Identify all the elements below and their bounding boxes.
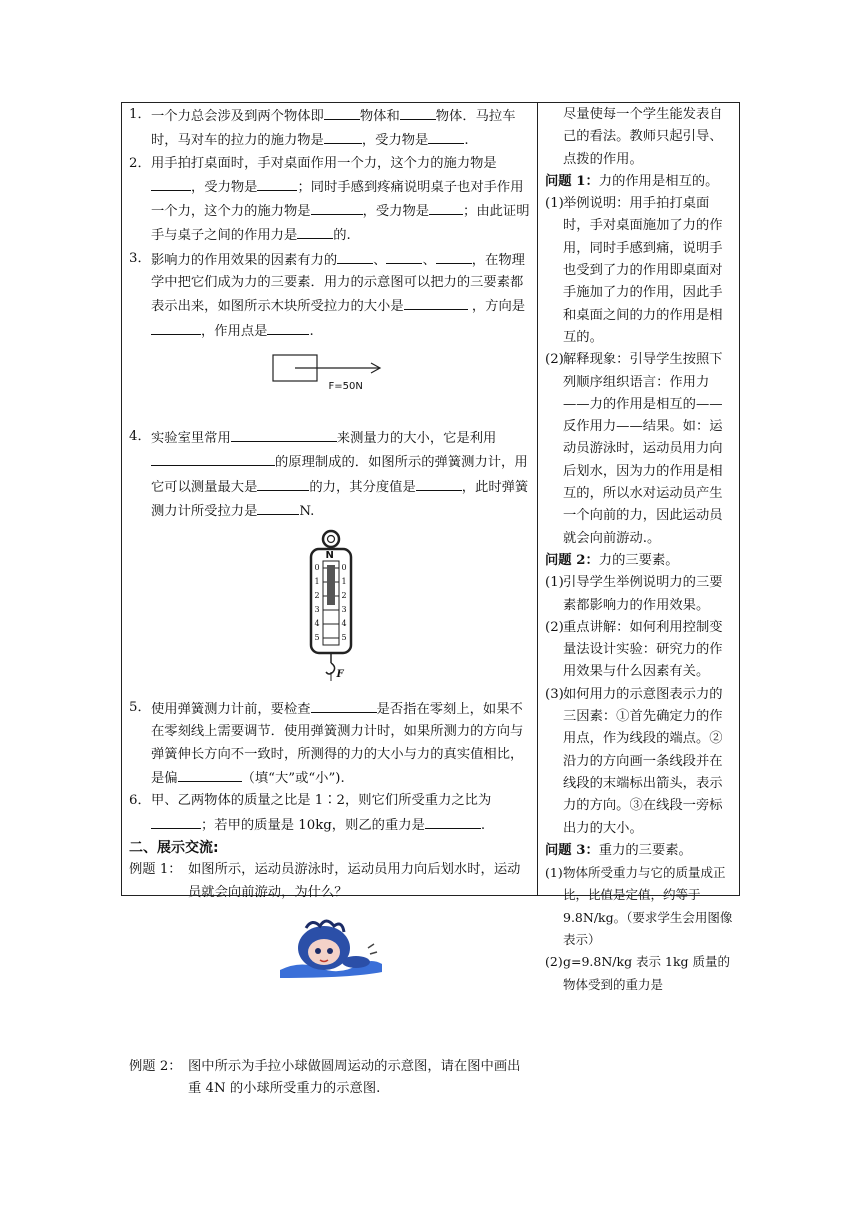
column-divider: [537, 102, 538, 896]
force-label: F: [336, 669, 344, 681]
blank[interactable]: [311, 697, 377, 713]
blank[interactable]: [151, 175, 191, 191]
tick-label-left: 2: [314, 591, 320, 601]
section-heading: 二、展示交流:: [129, 839, 219, 856]
tick-label-right: 4: [341, 619, 347, 629]
left-column: [129, 104, 532, 1100]
blank[interactable]: [386, 248, 422, 264]
problem-3-item-2: (2) g=9.8N/kg 表示 1kg 质量的物体受到的重力是: [545, 954, 731, 992]
blank[interactable]: [231, 426, 337, 442]
problem-3-item-1: (1) 物体所受重力与它的质量成正比，比值是定值，约等于 9.8N/kg。（要求学生会用图像表示）: [545, 865, 733, 947]
blank[interactable]: [429, 199, 463, 215]
tick-label-right: 0: [341, 563, 347, 573]
blank[interactable]: [428, 128, 464, 144]
blank[interactable]: [178, 766, 242, 782]
question-1: 1． 一个力总会涉及到两个物体即 物体和 物体．马拉车时，马对车的拉力的施力物是 ，受力物是 .: [129, 104, 532, 153]
tick-label-left: 4: [314, 619, 320, 629]
blank[interactable]: [324, 128, 362, 144]
blank[interactable]: [151, 319, 201, 335]
example-2: 例题 2： 图中所示为手拉小球做圆周运动的示意图，请在图中画出重 4N 的小球所受重力的示意图.: [129, 1058, 521, 1097]
tick-label-left: 3: [314, 605, 320, 615]
unit-label: N: [325, 550, 334, 562]
swimmer-icon: [276, 914, 386, 984]
problem-2-item-3: (3) 如何用力的示意图表示力的三因素：①首先确定力的作用点，作为线段的端点。②沿力的方向画一条线段并在线段的末端标出箭头，表示力的方向。③在线段一旁标出力的大小。: [545, 686, 723, 836]
blank[interactable]: [416, 475, 462, 491]
problem-1-item-1: (1) 举例说明：用手拍打桌面时，手对桌面施加了力的作用，同时手感到痛，说明手也受到了力的作用即桌面对手施加了力的作用，因此手和桌面之间的力的作用是相互的。: [545, 196, 723, 345]
blank[interactable]: [337, 248, 373, 264]
problem-2-heading: 问题 2：力的三要素。: [545, 552, 679, 568]
blank[interactable]: [151, 813, 201, 829]
blank[interactable]: [400, 104, 436, 120]
tick-label-right: 2: [341, 591, 347, 601]
blank[interactable]: [324, 104, 360, 120]
blank[interactable]: [151, 450, 275, 466]
teacher-note: 尽量使每一个学生能发表自己的看法。教师只起引导、点拨的作用。: [563, 107, 723, 167]
blank[interactable]: [297, 223, 333, 239]
blank[interactable]: [257, 175, 297, 191]
blank[interactable]: [257, 499, 299, 515]
tick-label-right: 3: [341, 605, 347, 615]
question-5: 5． 使用弹簧测力计前，要检查 是否指在零刻上，如果不在零刻线上需要调节．使用弹簧测力计时，如果所测力的方向与弹簧伸长方向不一致时，所测得的力的大小与力的真实值相比，是偏 （填“大”或“小”).: [129, 697, 532, 790]
right-column: [545, 104, 735, 996]
force-diagram: [271, 351, 391, 401]
question-3: 3． 影响力的作用效果的因素有力的 、 、 ，在物理学中把它们成为力的三要素．用力的示意图可以把力的三要素都表示出来，如图所示木块所受拉力的大小是 ，方向是，作用点是 .: [129, 248, 532, 343]
blank[interactable]: [267, 319, 309, 335]
problem-1-item-2: (2) 解释现象：引导学生按照下列顺序组织语言：作用力——力的作用是相互的——反作用力——结果。如：运动员游泳时，运动员用力向后划水，因为力的作用是相互的，所以水对运动员产生一个向前的力，因此运动员就会向前游动.。: [545, 352, 723, 546]
force-label: F=50N: [328, 380, 363, 392]
blank[interactable]: [436, 248, 472, 264]
blank[interactable]: [404, 294, 468, 310]
swimmer-figure: [276, 914, 386, 984]
problem-2-item-1: (1) 引导学生举例说明力的三要素都影响力的作用效果。: [545, 575, 723, 613]
question-6: 6． 甲、乙两物体的质量之比是 1∶2，则它们所受重力之比为；若甲的质量是 10kg，则乙的重力是 .: [129, 793, 492, 833]
problem-2-item-2: (2) 重点讲解：如何利用控制变量法设计实验：研究力的作用效果与什么因素有关。: [545, 619, 723, 680]
problem-1-heading: 问题 1：力的作用是相互的。: [545, 173, 719, 189]
block-arrow-figure: [271, 351, 391, 401]
tick-label-right: 5: [341, 633, 347, 643]
question-2: 2． 用手拍打桌面时，手对桌面作用一个力，这个力的施力物是，受力物是 ；同时手感到疼痛说明桌子也对手作用一个力，这个力的施力物是 ，受力物是 ；由此证明手与桌子之间的作用力是 的.: [129, 155, 530, 244]
blank[interactable]: [425, 813, 481, 829]
tick-label-left: 1: [314, 577, 320, 587]
example-1: 例题 1： 如图所示，运动员游泳时，运动员用力向后划水时，运动员就会向前游动，为什么？: [129, 862, 521, 900]
tick-label-right: 1: [341, 577, 347, 587]
spring-scale-figure: [301, 529, 361, 683]
tick-label-left: 5: [314, 633, 320, 643]
question-4: 4． 实验室里常用 来测量力的大小，它是利用的原理制成的．如图所示的弹簧测力计，用它可以测量最大是 的力，其分度值是 ，此时弹簧测力计所受拉力是 N.: [129, 426, 532, 523]
blank[interactable]: [257, 475, 309, 491]
problem-3-heading: 问题 3：重力的三要素。: [545, 842, 692, 858]
blank[interactable]: [311, 199, 363, 215]
tick-label-left: 0: [314, 563, 320, 573]
